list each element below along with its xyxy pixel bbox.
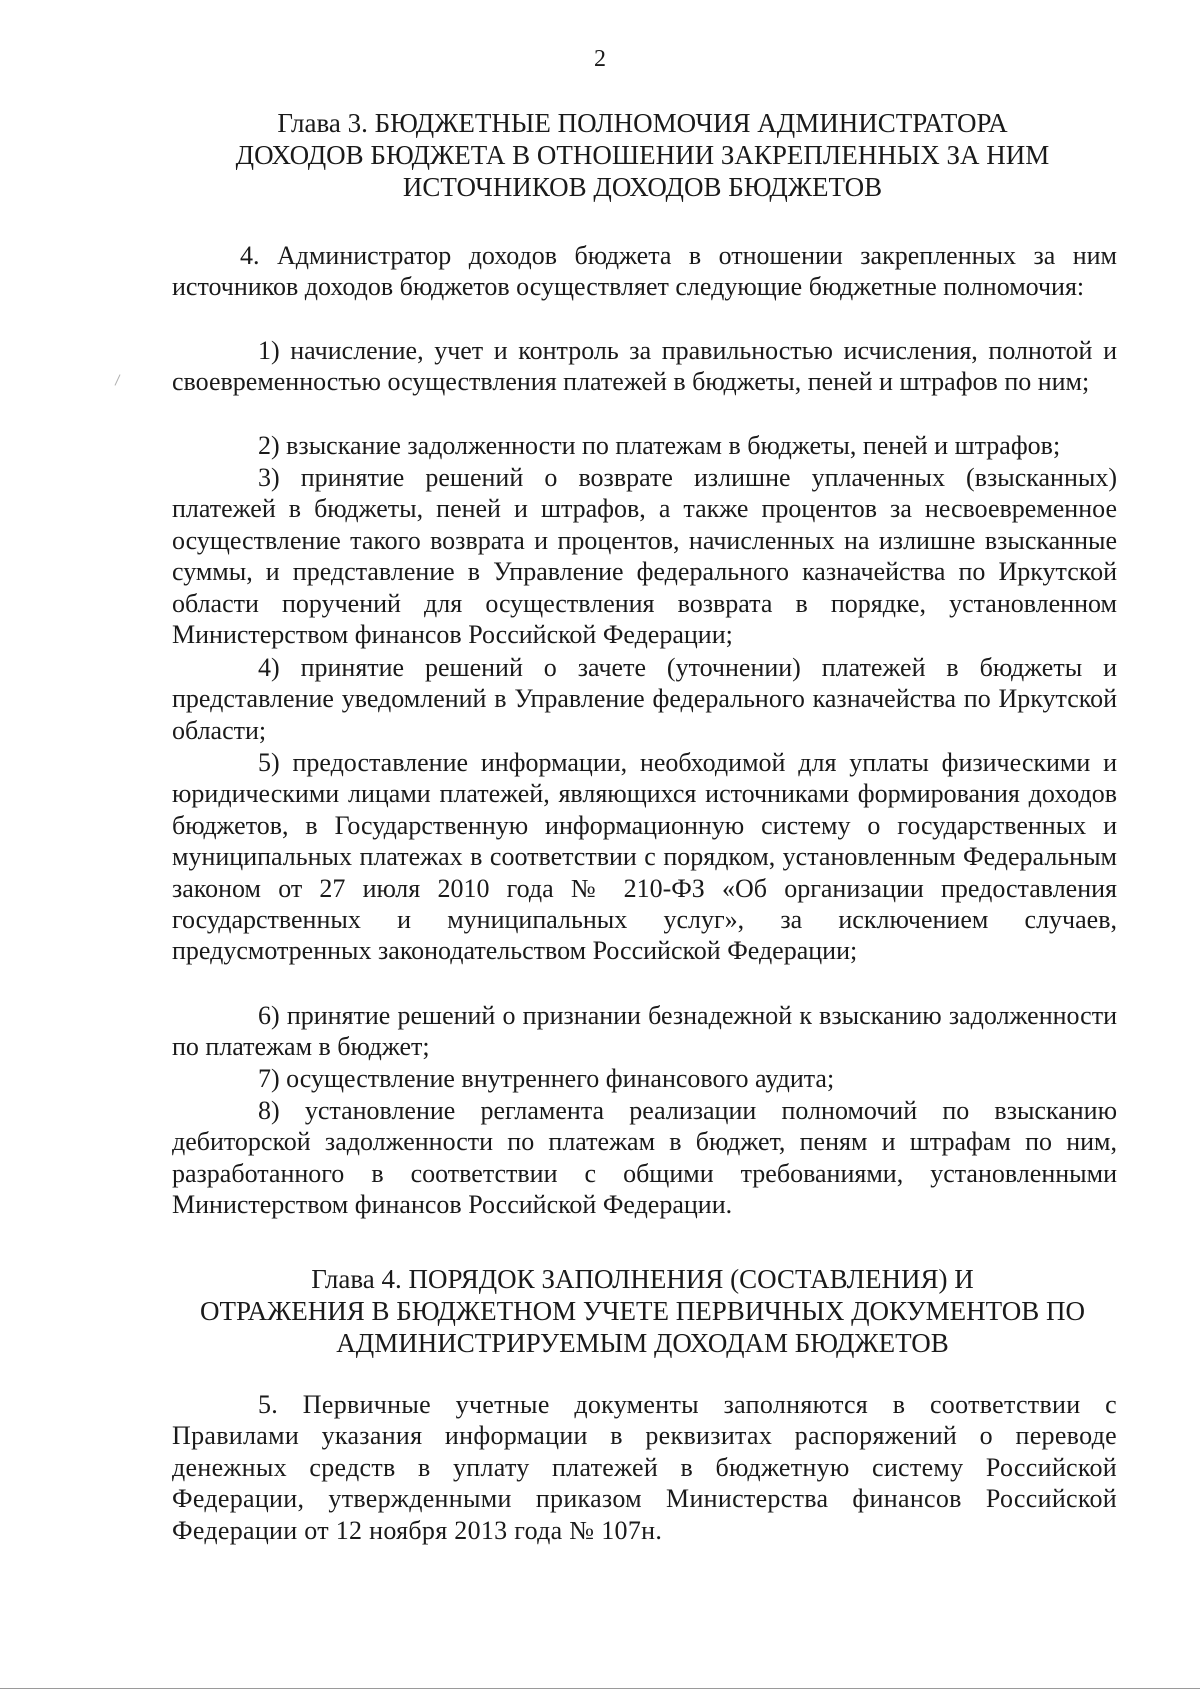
list-item-4: 4) принятие решений о зачете (уточнении) платежей в бюджеты и представление уведомлений в Управление федерального казначейства по Иркутской области;	[172, 653, 1117, 745]
list-item-7: 7) осуществление внутреннего финансового аудита;	[258, 1064, 835, 1093]
list-item-6: 6) принятие решений о признании безнадежной к взысканию задолженности по платежам в бюджет;	[172, 1001, 1117, 1062]
chapter-3-heading	[175, 107, 1110, 203]
chapter-3-heading-line: ДОХОДОВ БЮДЖЕТА В ОТНОШЕНИИ ЗАКРЕПЛЕННЫХ ЗА НИМ	[235, 140, 1050, 170]
paragraph-5: 5. Первичные учетные документы заполняются в соответствии с Правилами указания информации в реквизитах распоряжений о переводе денежных средств в уплату платежей в бюджетную систему Российской Федерации, утвержденными приказом Министерства финансов Российской Федерации от 12 ноября 2013 года № 107н.	[172, 1390, 1117, 1545]
scan-margin-mark	[115, 374, 121, 385]
list-item-2: 2) взыскание задолженности по платежам в бюджеты, пеней и штрафов;	[258, 431, 1061, 460]
page-bottom-edge	[0, 1688, 1200, 1689]
list-item-8: 8) установление регламента реализации полномочий по взысканию дебиторской задолженности по платежам в бюджет, пеням и штрафам по ним, разработанного в соответствии с общими требованиями, установленными Министерством финансов Российской Федерации.	[172, 1096, 1117, 1220]
list-item-1: 1) начисление, учет и контроль за правильностью исчисления, полнотой и своевременностью осуществления платежей в бюджеты, пеней и штрафов по ним;	[172, 336, 1117, 397]
chapter-4-heading	[175, 1263, 1110, 1359]
chapter-4-heading-line: АДМИНИСТРИРУЕМЫМ ДОХОДАМ БЮДЖЕТОВ	[336, 1328, 949, 1358]
list-item-3: 3) принятие решений о возврате излишне уплаченных (взысканных) платежей в бюджеты, пеней и штрафов, а также процентов за несвоевременное осуществление такого возврата и процентов, начисленных на излишне взысканные суммы, и представление в Управление федерального казначейства по Иркутской области поручений для осуществления возврата в порядке, установленном Министерством финансов Российской Федерации;	[172, 463, 1117, 650]
chapter-3-heading-line: ИСТОЧНИКОВ ДОХОДОВ БЮДЖЕТОВ	[402, 172, 883, 202]
list-item-5: 5) предоставление информации, необходимой для уплаты физическими и юридическими лицами платежей, являющихся источниками формирования доходов бюджетов, в Государственную информационную систему о государственных и муниципальных платежах в соответствии с порядком, установленным Федеральным законом от 27 июля 2010 года № 210-ФЗ «Об организации предоставления государственных и муниципальных услуг», за исключением случаев, предусмотренных законодательством Российской Федерации;	[172, 748, 1117, 966]
paragraph-4: 4. Администратор доходов бюджета в отношении закрепленных за ним источников доходов бюджетов осуществляет следующие бюджетные полномочия:	[172, 241, 1117, 302]
chapter-4-heading-line: ОТРАЖЕНИЯ В БЮДЖЕТНОМ УЧЕТЕ ПЕРВИЧНЫХ ДОКУМЕНТОВ ПО	[200, 1296, 1085, 1326]
chapter-3-heading-line: Глава 3. БЮДЖЕТНЫЕ ПОЛНОМОЧИЯ АДМИНИСТРАТОРА	[277, 108, 1008, 138]
page-number: 2	[594, 46, 606, 72]
chapter-4-heading-line: Глава 4. ПОРЯДОК ЗАПОЛНЕНИЯ (СОСТАВЛЕНИЯ) И	[311, 1264, 974, 1294]
